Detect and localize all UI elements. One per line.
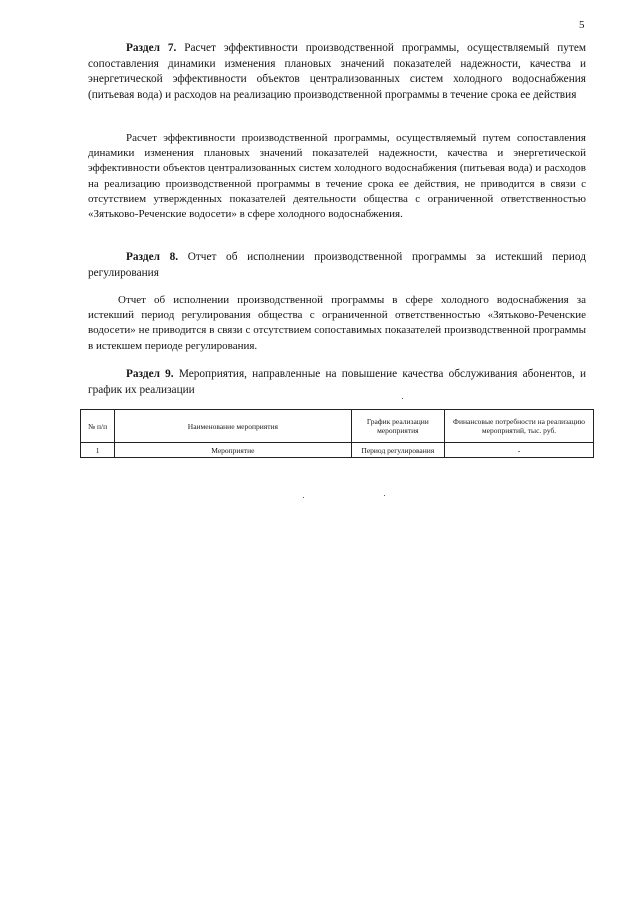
scan-speck xyxy=(384,495,385,496)
section-8-title: Отчет об исполнении производственной программы за истекший период регулирования xyxy=(88,251,587,279)
section-7-label: Раздел 7. xyxy=(126,42,177,54)
section-7-heading xyxy=(88,41,586,103)
header-finance: Финансовые потребности на реализацию мероприятий, тыс. руб. xyxy=(445,410,594,443)
section-8-body: Отчет об исполнении производственной программы в сфере холодного водоснабжения за истекший период регулирования общества с ограниченной ответственностью «Зятьково-Реченские водосети» не приводится в связи с отсутствием сопоставимых показателей производственной программы в истекшем периоде регулирования. xyxy=(88,294,586,352)
section-8-heading xyxy=(88,250,586,281)
section-8-label: Раздел 8. xyxy=(126,251,179,263)
scan-speck xyxy=(402,398,403,399)
cell-name: Мероприятие xyxy=(115,443,351,458)
header-name: Наименование мероприятия xyxy=(115,410,351,443)
section-7-title: Расчет эффективности производственной программы, осуществляемый путем сопоставления динамики изменения плановых значений показателей надежности, качества и энергетической эффективности объектов централизованных систем холодного водоснабжения (питьевая вода) и расходов на реализацию производственной программы в течение срока ее действия xyxy=(88,42,586,101)
cell-schedule: Период регулирования xyxy=(351,443,445,458)
table-header-row xyxy=(81,410,594,443)
header-schedule: График реализации мероприятия xyxy=(351,410,445,443)
scan-speck xyxy=(303,497,304,498)
section-9-title: Мероприятия, направленные на повышение качества обслуживания абонентов, и график их реализации xyxy=(88,368,587,396)
page-number: 5 xyxy=(579,19,585,31)
table-row xyxy=(81,443,594,458)
section-9-label: Раздел 9. xyxy=(126,368,174,380)
cell-finance: - xyxy=(445,443,594,458)
cell-num: 1 xyxy=(81,443,115,458)
header-num: № п/п xyxy=(81,410,115,443)
section-7-body: Расчет эффективности производственной программы, осуществляемый путем сопоставления динамики изменения плановых значений показателей надежности, качества и энергетической эффективности объектов централизованных систем холодного водоснабжения (питьевая вода) и расходов на реализацию производственной программы в течение срока ее действия, не приводится в связи с отсутствием утвержденных показателей деятельности общества с ограниченной ответственностью «Зятьково-Реченские водосети» в сфере холодного водоснабжения. xyxy=(88,132,586,221)
section-9-heading xyxy=(88,367,586,398)
measures-table xyxy=(80,409,594,458)
